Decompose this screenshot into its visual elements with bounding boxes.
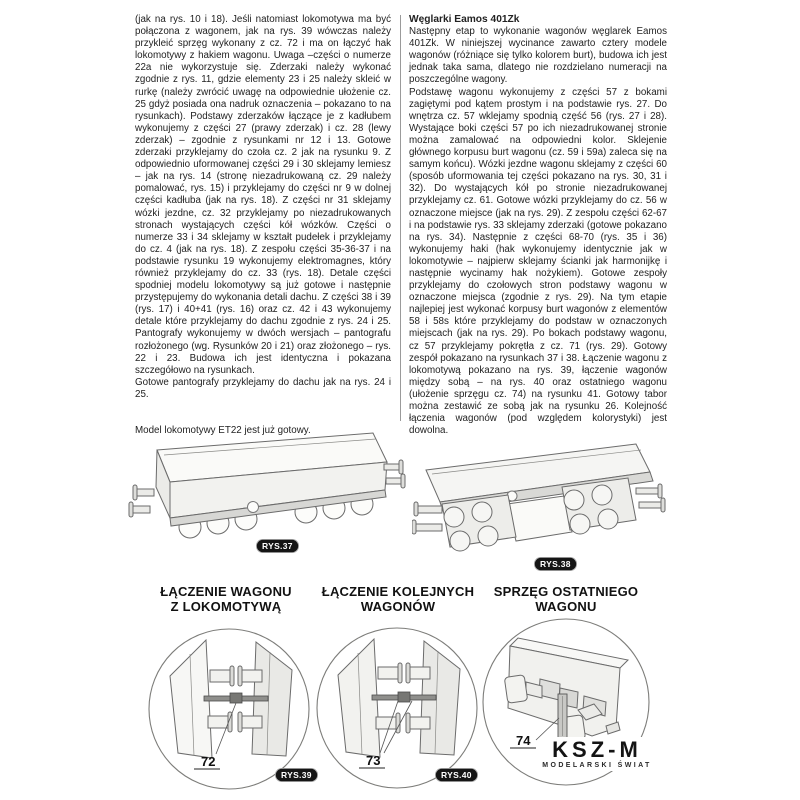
hanging-coupler bbox=[558, 694, 567, 738]
diagram-heading-coupling-locomotive bbox=[133, 584, 319, 614]
left-text-column bbox=[135, 14, 391, 437]
logo-subtitle: MODELARSKI ŚWIAT bbox=[542, 762, 652, 769]
figure-badge-rys40 bbox=[435, 768, 478, 782]
heading-line: WAGONÓW bbox=[360, 599, 436, 614]
heading-line: WAGONU bbox=[535, 599, 597, 614]
logo-wordmark: KSZ-M bbox=[552, 737, 642, 762]
heading-line: ŁĄCZENIE WAGONU bbox=[160, 584, 292, 599]
column-divider bbox=[400, 15, 401, 421]
right-text-column bbox=[409, 14, 667, 437]
figure-badge-rys39 bbox=[275, 768, 318, 782]
heading-line: Z LOKOMOTYWĄ bbox=[170, 599, 282, 614]
instruction-paragraph: (jak na rys. 10 i 18). Jeśli natomiast lokomotywa ma być połączona z wagonem, jak na rys. 39 wówczas należy przykleić sprzęg wykonany z cz. 72 i ma on łączyć hak lokomotywy z hakiem wagonu. Uwaga –części o numerze 22a nie wykorzystuje się. Zderzaki należy wykonać zgodnie z rys. 11, gdzie elementy 23 i 25 należy skleić w rurkę (należy zwrócić uwagę na odpowiednie ułożenie cz. 25 gdyż posiada ona nadruk oznaczenia – pokazano to na rysunkach). Podstawy zderzaków łączące je z kadłubem wykonujemy z części 27 (prawy zderzak) i cz. 28 (lewy zderzak) – zgodnie z rysunkami nr 12 i 13. Gotowe zderzaki przyklejamy do czoła cz. 2 jak na rysunku 9. Z odpowiednio uformowanej części 29 i 30 sklejamy lemiesz – jak na rys. 14 (stronę niezadrukowaną cz. 29 należy pomalować, rys. 15) i przyklejamy do części nr 9 w dolnej części kadłuba (jak na rys. 18). Z części nr 31 sklejamy wózki jezdne, cz. 32 przyklejamy po niezadrukowanych stronach wystających części kół wózków. Części o numerze 33 i 34 sklejamy w kształt pudełek i przyklejamy do cz. 4 (jak na rys. 18). Z zespołu części 35-36-37 i na podstawie rysunku 19 wykonujemy elektromagnes, który również przyklejamy do cz. 33 (rys. 18). Detale części spodniej modelu lokomotywy są już gotowe i następnie przystępujemy do wykonania detali dachu. Z części 38 i 39 (rys. 17) i 40+41 (rys. 16) oraz cz. 42 i 43 wykonujemy detale które przyklejamy do dachu zgodnie z rys. 24 i 25. Pantografy wykonujemy w dwóch wersjach – pantografu rozłożonego (wg. Rysunków 20 i 21) oraz złożonego – rys. 22 i 23. Budowa ich jest identyczna i pokazana szczegółowo na rysunkach. bbox=[135, 14, 391, 376]
publisher-logo bbox=[540, 737, 654, 771]
diagram-heading-coupling-wagons bbox=[305, 584, 491, 614]
figure-badge-rys37 bbox=[256, 539, 299, 553]
instruction-paragraph: Podstawę wagonu wykonujemy z części 57 z bokami zagiętymi pod kątem prostym i na podstawie rys. 27. Do wnętrza cz. 57 wklejamy spodnią część 56 (rys. 27 i 28). Wystające boki części 57 po ich niezadrukowanej stronie można zamalować na odpowiedni kolor. Sklejenie głównego korpusu burt wagonu (cz. 59 i 59a) zaleca się na samym końcu). Wózki jezdne wagonu sklejamy z części 60 (sposób uformowania tej części pokazano na rys. 30, 31 i 32). Do wystających kół po stronie niezadrukowanej przyklejamy cz. 61. Gotowe wózki przyklejamy do cz. 56 w oznaczone miejsce (jak na rys. 29). Z zespołu części 62-67 i na podstawie rys. 33 sklejamy zderzaki (gotowe pokazano na rys. 34). Następnie z części 68-70 (rys. 35 i 36) wykonujemy haki (hak wykonujemy identycznie jak w lokomotywie – najpierw sklejamy ścianki jak harmonijkę i następnie wycinamy hak nożykiem). Gotowe zespoły przyklejamy do czołowych stron podstawy wagonu w oznaczone miejsca (zgodnie z rys. 29). Na tym etapie najlepiej jest wykonać korpusy burt wagonów z elementów 58 i 58s które przyklejamy do podstaw w oznaczonych miejscach (jak na rys. 29). Po bokach podstawy wagonu, cz 57 przyklejamy pokrętła z cz. 71 (rys. 29). Gotowy zespół pokazano na rysunkach 37 i 38. Łączenie wagonu z lokomotywą pokazano na rys. 39, łączenie wagonów między sobą – na rys. 40 oraz ostatniego wagonu (ułożenie sprzęgu cz. 74) na rysunku 41. Gotowy tabor można zestawić ze sobą jak na rysunku 26. Kolejność łączenia wagonów (pod względem kolorystyki) jest dowolna. bbox=[409, 86, 667, 437]
figure-label: RYS.38 bbox=[540, 558, 571, 569]
part-label-74: 74 bbox=[516, 733, 531, 748]
wagon-underside-drawing bbox=[412, 440, 707, 560]
figure-label: RYS.40 bbox=[441, 769, 472, 780]
coupling-detail-circle-rys40 bbox=[314, 625, 480, 791]
figure-label: RYS.39 bbox=[281, 769, 312, 780]
heading-line: ŁĄCZENIE KOLEJNYCH bbox=[321, 584, 475, 599]
diagram-heading-last-wagon-coupler bbox=[473, 584, 659, 614]
part-label-73: 73 bbox=[366, 753, 381, 768]
instruction-paragraph: Gotowe pantografy przyklejamy do dachu jak na rys. 24 i 25. bbox=[135, 376, 391, 400]
figure-label: RYS.37 bbox=[262, 540, 293, 551]
part-label-72: 72 bbox=[201, 754, 216, 769]
closing-note: Model lokomotywy ET22 jest już gotowy. bbox=[135, 425, 311, 436]
wagon-top-view-drawing bbox=[128, 430, 408, 542]
section-heading: Węglarki Eamos 401Zk bbox=[409, 14, 520, 25]
heading-line: SPRZĘG OSTATNIEGO bbox=[493, 584, 639, 599]
instruction-paragraph: Następny etap to wykonanie wagonów węglarek Eamos 401Zk. W niniejszej wycinance zawarto cztery modele wagonów (różniące się tylko kolorem burt), budowa ich jest jednak taka sama, dlatego nie rozdzielano numeracji na poszczególne wagony. bbox=[409, 26, 667, 86]
figure-badge-rys38 bbox=[534, 557, 577, 571]
